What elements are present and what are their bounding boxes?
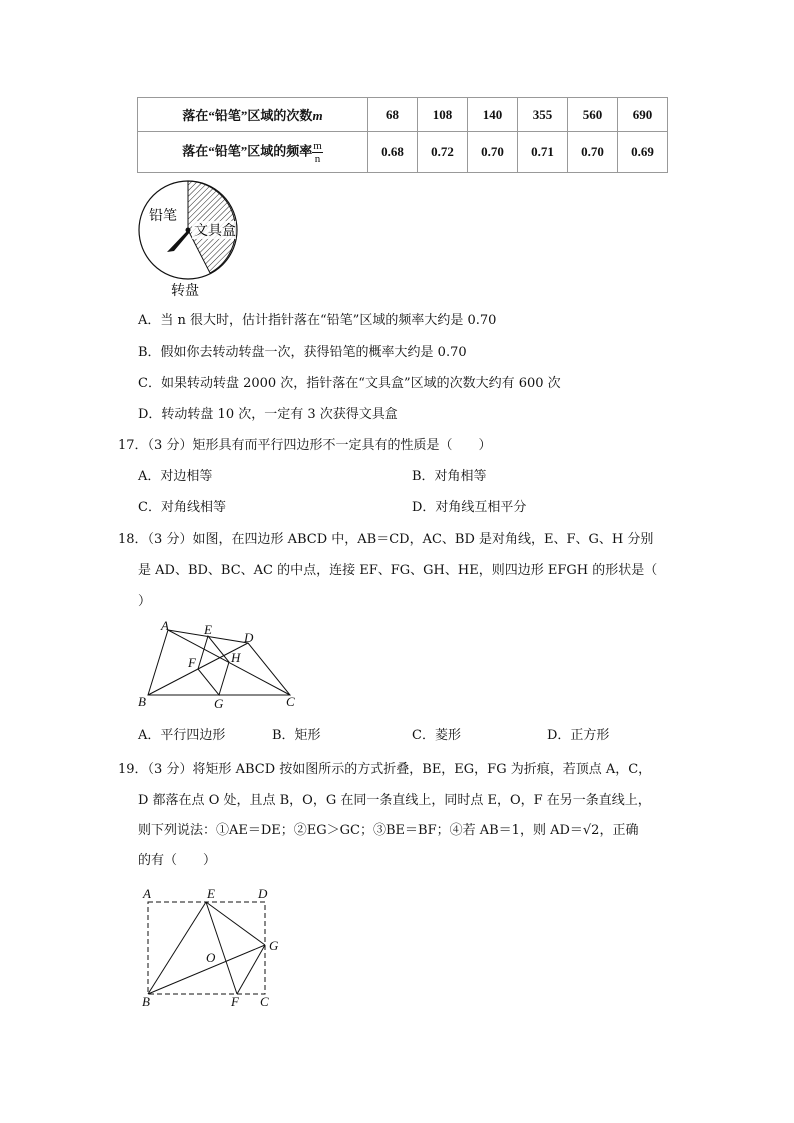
label-h: H	[231, 650, 241, 665]
q18-option-d: D．正方形	[547, 728, 610, 743]
freq-cell: 0.71	[518, 132, 568, 173]
label-a: A	[143, 886, 151, 901]
q18-option-b: B．矩形	[272, 728, 321, 743]
crease-be	[148, 902, 206, 994]
q17-option-c: C．对角线相等	[138, 500, 226, 515]
fraction-denominator: n	[314, 152, 321, 165]
q19-line-1: 19．（3 分）将矩形 ABCD 按如图所示的方式折叠，BE，EG，FG 为折痕，若顶点 A，C，	[118, 762, 652, 777]
label-o: O	[206, 950, 216, 965]
q18-option-c: C．菱形	[412, 728, 461, 743]
quadrilateral-efgh	[198, 636, 229, 695]
q16-option-d: D．转动转盘 10 次，一定有 3 次获得文具盒	[138, 407, 398, 422]
q18-line-1: 18．（3 分）如图，在四边形 ABCD 中，AB＝CD，AC、BD 是对角线，E、F、G、H 分别	[118, 532, 654, 547]
label-d: D	[258, 886, 268, 901]
label-a: A	[161, 618, 169, 633]
count-cell: 140	[468, 98, 518, 132]
box-label: 文具盒	[194, 223, 236, 239]
label-f: F	[188, 655, 196, 670]
table-row	[138, 132, 668, 173]
q18-line-2: 是 AD、BD、BC、AC 的中点，连接 EF、FG、GH、HE，则四边形 EFGH 的形状是（	[138, 563, 658, 578]
row2-label: 落在“铅笔”区域的频率	[182, 142, 313, 158]
frequency-table	[137, 97, 668, 173]
rectangle-abcd	[148, 902, 265, 994]
crease-eg	[206, 902, 265, 945]
line-ef	[206, 902, 237, 994]
row1-label: 落在“铅笔”区域的次数	[182, 108, 313, 123]
pencil-label: 铅笔	[149, 208, 177, 224]
q18-figure	[130, 615, 310, 715]
q19-line-3: 则下列说法：①AE＝DE；②EG＞GC；③BE＝BF；④若 AB＝1，则 AD＝√2，正确	[138, 823, 639, 838]
label-f: F	[231, 994, 239, 1009]
freq-cell: 0.72	[418, 132, 468, 173]
label-g: G	[269, 938, 279, 953]
spinner-figure	[130, 175, 250, 300]
freq-cell: 0.68	[368, 132, 418, 173]
freq-cell: 0.70	[568, 132, 618, 173]
row1-header	[138, 98, 368, 132]
freq-cell: 0.70	[468, 132, 518, 173]
row2-header	[138, 132, 368, 173]
label-b: B	[142, 994, 150, 1009]
count-cell: 108	[418, 98, 468, 132]
q19-figure	[135, 883, 295, 1013]
q18-line-3: ）	[138, 594, 152, 609]
quadrilateral-abcd	[148, 630, 290, 695]
q16-option-c: C．如果转动转盘 2000 次，指针落在“文具盒”区域的次数大约有 600 次	[138, 376, 561, 391]
row1-var: m	[312, 108, 323, 123]
q18-option-a: A．平行四边形	[138, 728, 226, 743]
freq-cell: 0.69	[618, 132, 668, 173]
q17-option-d: D．对角线互相平分	[412, 500, 527, 515]
q17-stem: 17．（3 分）矩形具有而平行四边形不一定具有的性质是（ ）	[118, 438, 492, 453]
q17-option-b: B．对角相等	[412, 469, 487, 484]
label-c: C	[260, 994, 269, 1009]
label-e: E	[204, 622, 212, 637]
label-e: E	[207, 886, 215, 901]
crease-fg	[237, 945, 265, 994]
pointer-pivot	[186, 228, 191, 233]
q19-line-2: D 都落在点 O 处，且点 B，O，G 在同一条直线上，同时点 E，O，F 在另一条直线上，	[138, 793, 651, 808]
fraction	[312, 140, 323, 165]
label-b: B	[138, 694, 146, 709]
label-d: D	[244, 630, 254, 645]
count-cell: 68	[368, 98, 418, 132]
count-cell: 355	[518, 98, 568, 132]
label-g: G	[214, 696, 224, 711]
q17-option-a: A．对边相等	[138, 469, 213, 484]
q16-option-a: A．当 n 很大时，估计指针落在“铅笔”区域的频率大约是 0.70	[138, 313, 497, 328]
count-cell: 560	[568, 98, 618, 132]
table-row	[138, 98, 668, 132]
label-c: C	[286, 694, 295, 709]
count-cell: 690	[618, 98, 668, 132]
spinner-caption: 转盘	[171, 283, 199, 299]
fraction-numerator: m	[313, 139, 322, 152]
q16-option-b: B．假如你去转动转盘一次，获得铅笔的概率大约是 0.70	[138, 345, 467, 360]
q19-line-4: 的有（ ）	[138, 853, 217, 868]
